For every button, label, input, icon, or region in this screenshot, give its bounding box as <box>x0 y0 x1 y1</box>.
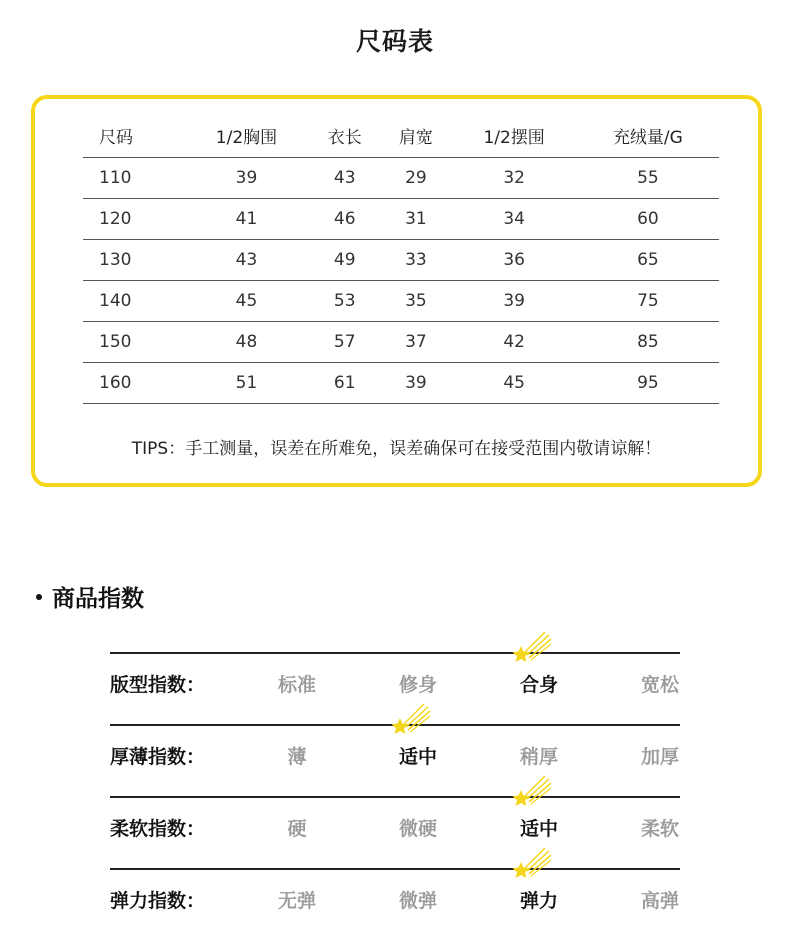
table-cell: 140 <box>83 281 184 322</box>
table-row <box>83 322 719 363</box>
table-cell: 57 <box>309 322 380 363</box>
index-label: 厚薄指数： <box>110 746 206 768</box>
header-chest: 1/2胸围 <box>215 127 278 148</box>
index-option: 薄 <box>287 746 307 768</box>
header-hem: 1/2摆围 <box>483 127 545 148</box>
table-cell: 32 <box>452 158 577 199</box>
index-option: 宽松 <box>640 674 679 696</box>
table-cell: 61 <box>309 363 380 404</box>
table-cell: 39 <box>184 158 309 199</box>
index-label: 柔软指数： <box>110 818 206 840</box>
header-size: 尺码 <box>99 127 133 148</box>
header-length: 衣长 <box>327 127 362 148</box>
table-cell: 130 <box>83 240 184 281</box>
index-option-selected: 适中 <box>519 818 558 840</box>
index-label: 弹力指数： <box>110 890 206 912</box>
index-option: 标准 <box>277 674 316 696</box>
table-cell: 55 <box>577 158 719 199</box>
table-cell: 33 <box>380 240 451 281</box>
table-cell: 41 <box>184 199 309 240</box>
index-option: 微硬 <box>398 818 437 840</box>
index-row <box>110 724 680 796</box>
bullet-dot-icon <box>36 594 42 600</box>
table-cell: 43 <box>309 158 380 199</box>
table-cell: 150 <box>83 322 184 363</box>
table-cell: 46 <box>309 199 380 240</box>
table-cell: 31 <box>380 199 451 240</box>
shooting-star-icon <box>511 772 553 810</box>
index-option: 加厚 <box>640 746 679 768</box>
table-cell: 35 <box>380 281 451 322</box>
table-cell: 53 <box>309 281 380 322</box>
table-cell: 120 <box>83 199 184 240</box>
header-down-fill: 充绒量/G <box>612 127 683 148</box>
table-cell: 48 <box>184 322 309 363</box>
index-option: 高弹 <box>640 890 679 912</box>
table-cell: 49 <box>309 240 380 281</box>
index-option: 修身 <box>398 674 437 696</box>
index-row <box>110 796 680 868</box>
table-cell: 110 <box>83 158 184 199</box>
table-cell: 85 <box>577 322 719 363</box>
table-cell: 95 <box>577 363 719 404</box>
table-cell: 34 <box>452 199 577 240</box>
shooting-star-icon <box>390 700 432 738</box>
table-cell: 36 <box>452 240 577 281</box>
table-row <box>83 240 719 281</box>
table-cell: 39 <box>380 363 451 404</box>
table-cell: 42 <box>452 322 577 363</box>
shooting-star-icon <box>511 844 553 882</box>
size-chart-title: 尺码表 <box>355 27 434 56</box>
table-cell: 160 <box>83 363 184 404</box>
product-index-title <box>36 580 144 613</box>
index-option: 硬 <box>287 818 307 840</box>
index-label: 版型指数： <box>110 674 206 696</box>
table-row <box>83 158 719 199</box>
size-table <box>83 113 719 404</box>
table-cell: 65 <box>577 240 719 281</box>
table-cell: 51 <box>184 363 309 404</box>
index-option: 微弹 <box>398 890 437 912</box>
tips-text: TIPS：手工测量，误差在所难免，误差确保可在接受范围内敬请谅解！ <box>131 439 662 459</box>
table-row <box>83 281 719 322</box>
product-index-list <box>110 652 680 940</box>
index-row <box>110 868 680 940</box>
index-option-selected: 适中 <box>398 746 437 768</box>
shooting-star-icon <box>511 628 553 666</box>
table-row <box>83 199 719 240</box>
index-option: 稍厚 <box>519 746 558 768</box>
table-cell: 60 <box>577 199 719 240</box>
index-option: 柔软 <box>640 818 679 840</box>
size-chart-box <box>31 95 762 487</box>
table-cell: 37 <box>380 322 451 363</box>
table-row <box>83 363 719 404</box>
table-cell: 45 <box>184 281 309 322</box>
index-option-selected: 合身 <box>519 674 558 696</box>
product-index-title-text: 商品指数 <box>52 586 144 612</box>
table-cell: 39 <box>452 281 577 322</box>
table-cell: 45 <box>452 363 577 404</box>
size-table-header-row <box>83 113 719 158</box>
table-cell: 43 <box>184 240 309 281</box>
table-cell: 75 <box>577 281 719 322</box>
index-option: 无弹 <box>277 890 316 912</box>
table-cell: 29 <box>380 158 451 199</box>
index-option-selected: 弹力 <box>519 890 558 912</box>
header-shoulder: 肩宽 <box>398 127 433 148</box>
